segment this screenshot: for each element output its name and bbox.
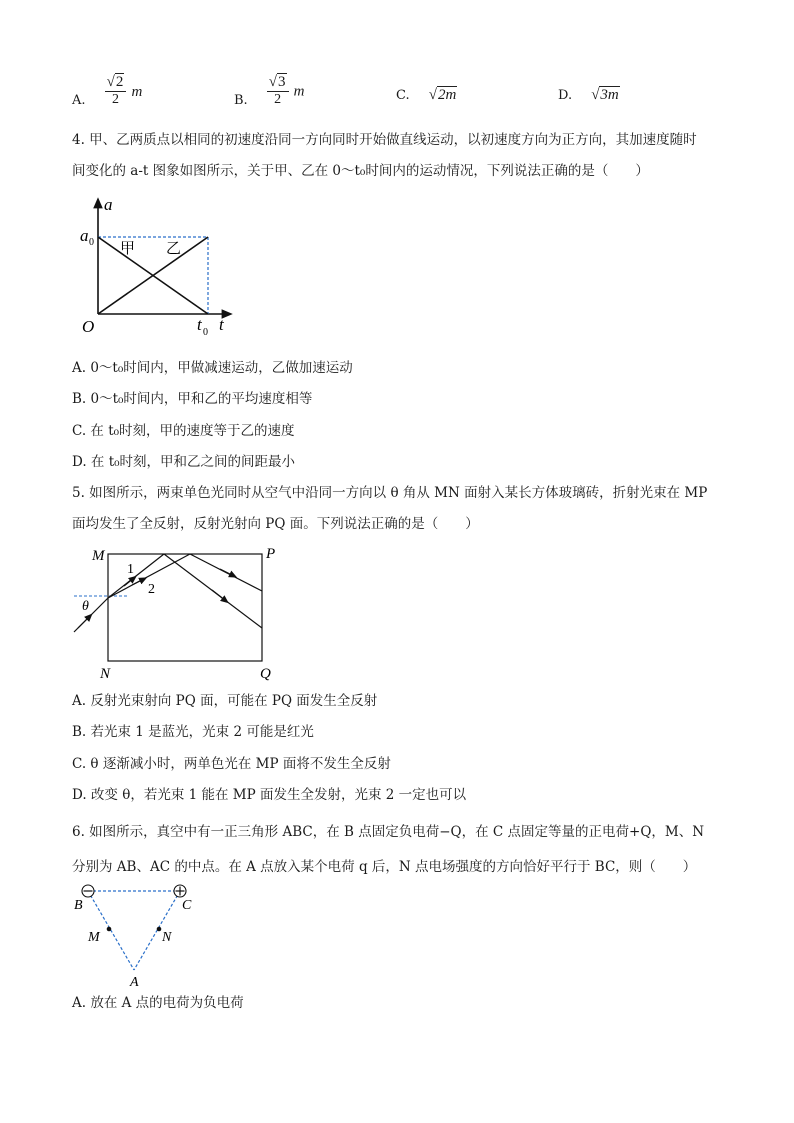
origin-label: O <box>82 317 95 336</box>
radicand: 2 <box>115 74 124 90</box>
t0-label: t <box>197 315 202 334</box>
label-Q: Q <box>260 666 271 682</box>
unit: m <box>131 83 143 100</box>
a0-label: a <box>80 226 89 245</box>
negative-charge-icon <box>82 885 94 897</box>
incident-arrow <box>78 616 90 628</box>
q4-option-c: C. 在 t₀时刻，甲的速度等于乙的速度 <box>72 423 295 439</box>
q3-option-a <box>72 74 142 108</box>
label-N: N <box>100 666 111 682</box>
radicand: 2m <box>437 87 457 103</box>
q6-stem-line1: 6. 如图所示，真空中有一正三角形 ABC，在 B 点固定负电荷−Q，在 C 点固定等量的正电荷+Q，M、N <box>72 824 705 840</box>
label-N: N <box>162 930 172 945</box>
q5-glass-brick-figure <box>72 540 282 682</box>
q5-stem-line2: 面均发生了全反射，反射光射向 PQ 面。下列说法正确的是（ ） <box>72 516 479 532</box>
reflected-ray-1-arrow <box>212 590 226 601</box>
q4-option-a: A. 0～t₀时间内，甲做减速运动，乙做加速运动 <box>72 360 353 376</box>
a0-subscript: 0 <box>89 237 94 248</box>
q4-at-graph <box>72 192 242 342</box>
q4-stem-line1: 4. 甲、乙两质点以相同的初速度沿同一方向同时开始做直线运动，以初速度方向为正方向，其加速度随时 <box>72 132 697 148</box>
fraction: $\frac{√3}{2}$ <box>267 74 289 108</box>
label-A: A <box>130 975 139 990</box>
q4-stem-line2: 间变化的 a-t 图象如图所示，关于甲、乙在 0～t₀时间内的运动情况，下列说法正确的是（ ） <box>72 163 649 179</box>
label-M: M <box>92 548 105 564</box>
ray-2-arrow <box>132 579 144 585</box>
q5-stem-line1: 5. 如图所示，两束单色光同时从空气中沿同一方向以 θ 角从 MN 面射入某长方体玻璃砖，折射光束在 MP <box>72 485 708 501</box>
axis-label-t: t <box>219 315 224 334</box>
sqrt-expression: √2m <box>428 87 457 103</box>
sqrt-expression: √3m <box>591 87 619 103</box>
q5-option-b: B. 若光束 1 是蓝光，光束 2 可能是红光 <box>72 724 314 740</box>
jia-label: 甲 <box>120 241 136 257</box>
q3-options-row <box>0 72 794 112</box>
denominator: 2 <box>111 92 119 107</box>
q5-option-a: A. 反射光束射向 PQ 面，可能在 PQ 面发生全反射 <box>72 693 378 709</box>
reflected-ray-2-arrow <box>220 569 234 576</box>
yi-label: 乙 <box>166 241 182 257</box>
option-letter: B. <box>234 92 248 108</box>
q6-triangle-figure <box>66 880 206 990</box>
label-C: C <box>182 898 192 913</box>
axis-label-a: a <box>104 195 113 214</box>
label-beam-1: 1 <box>127 562 134 577</box>
midpoint-N-dot <box>157 927 162 932</box>
q3-option-b <box>234 74 304 108</box>
q5-option-c: C. θ 逐渐减小时，两单色光在 MP 面将不发生全反射 <box>72 756 391 772</box>
refracted-ray-1 <box>108 554 164 598</box>
q6-option-a: A. 放在 A 点的电荷为负电荷 <box>72 995 244 1011</box>
positive-charge-icon <box>174 885 186 897</box>
option-letter: D. <box>558 88 573 103</box>
q4-option-b: B. 0～t₀时间内，甲和乙的平均速度相等 <box>72 391 313 407</box>
midpoint-M-dot <box>107 927 112 932</box>
denominator: 2 <box>274 92 282 107</box>
label-beam-2: 2 <box>148 582 155 597</box>
label-theta: θ <box>82 599 89 614</box>
option-letter: A. <box>72 92 86 108</box>
q4-option-d: D. 在 t₀时刻，甲和乙之间的间距最小 <box>72 454 296 470</box>
q3-option-d <box>558 84 620 104</box>
label-M: M <box>88 930 100 945</box>
side-AC <box>134 891 180 970</box>
q6-stem-line2: 分别为 AB、AC 的中点。在 A 点放入某个电荷 q 后，N 点电场强度的方向恰好平行于 BC，则（ ） <box>72 859 697 875</box>
label-P: P <box>266 546 276 562</box>
option-letter: C. <box>396 88 410 103</box>
radicand: 3m <box>600 87 619 103</box>
t0-subscript: 0 <box>203 327 208 338</box>
radicand: 3 <box>278 74 286 90</box>
q5-option-d: D. 改变 θ，若光束 1 能在 MP 面发生全发射，光束 2 一定也可以 <box>72 787 467 803</box>
label-B: B <box>74 898 83 913</box>
q3-option-c <box>396 84 457 104</box>
fraction: $\frac{√2}{2}$ <box>105 74 127 108</box>
unit: m <box>293 83 305 100</box>
